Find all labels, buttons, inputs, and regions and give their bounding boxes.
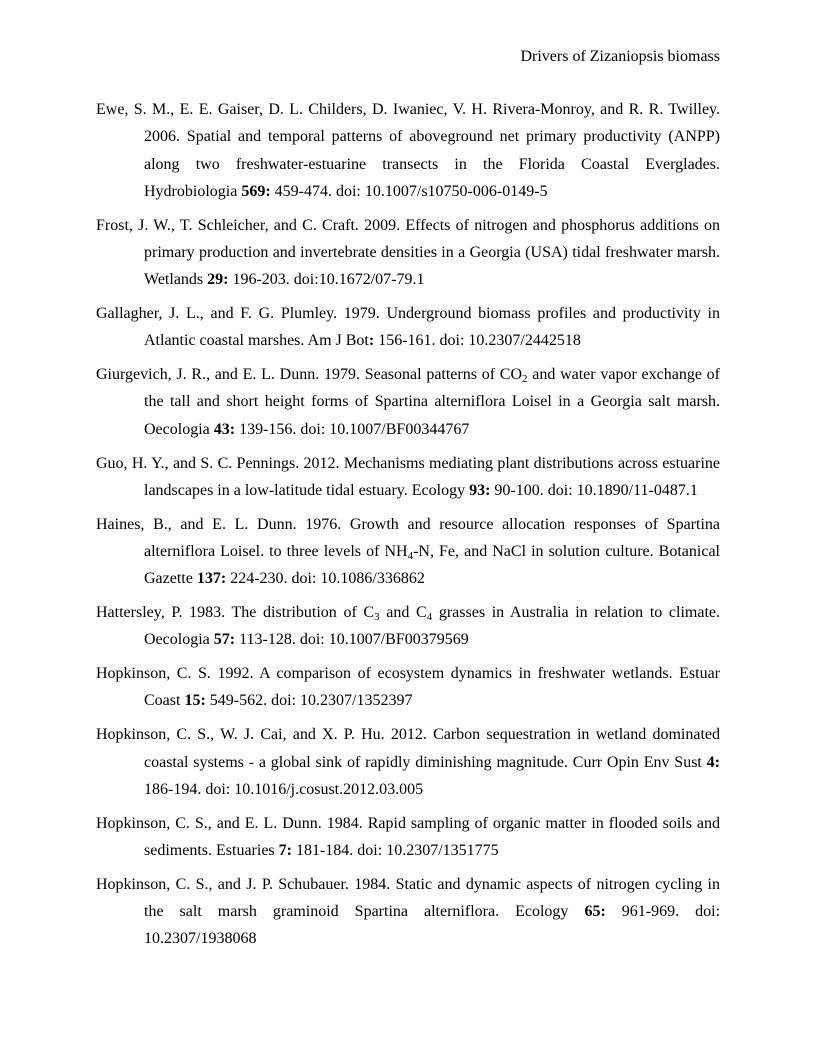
reference-entry: Giurgevich, J. R., and E. L. Dunn. 1979. Seasonal patterns of $CO_2$ and water vapor exchange of the tall and short height forms of Spartina alterniflora Loisel in a Georgia salt marsh. Oecologia 43: 139-156. doi: 10.1007/BF00344767	[96, 366, 720, 438]
reference-entry: Hopkinson, C. S., and J. P. Schubauer. 1984. Static and dynamic aspects of nitrogen cycling in the salt marsh graminoid Spartina alterniflora. Ecology 65: 961-969. doi: 10.2307/1938068	[96, 875, 721, 948]
reference-entry: Frost, J. W., T. Schleicher, and C. Craft. 2009. Effects of nitrogen and phosphorus additions on primary production and invertebrate densities in a Georgia (USA) tidal freshwater marsh. Wetlands 29: 196-203. doi:10.1672/07-79.1	[96, 216, 720, 289]
reference-entry: Hattersley, P. 1983. The distribution of $C_3$ and $C_4$ grasses in Australia in relation to climate. Oecologia 57: 113-128. doi: 10.1007/BF00379569	[96, 604, 721, 649]
reference-entry: Gallagher, J. L., and F. G. Plumley. 1979. Underground biomass profiles and productivity in Atlantic coastal marshes. Am J Bot: 156-161. doi: 10.2307/2442518	[96, 305, 720, 350]
reference-entry: Hopkinson, C. S. 1992. A comparison of ecosystem dynamics in freshwater wetlands. Estuar Coast 15: 549-562. doi: 10.2307/1352397	[96, 665, 720, 710]
reference-entry: Hopkinson, C. S., W. J. Cai, and X. P. Hu. 2012. Carbon sequestration in wetland dominated coastal systems - a global sink of rapidly diminishing magnitude. Curr Opin Env Sust 4: 186-194. doi: 10.1016/j.cosust.2012.03.005	[96, 726, 720, 798]
reference-entry: Ewe, S. M., E. E. Gaiser, D. L. Childers, D. Iwaniec, V. H. Rivera-Monroy, and R. R. Twilley. 2006. Spatial and temporal patterns of aboveground net primary productivity (ANPP) along two freshwater-estuarine transects in the Florida Coastal Everglades. Hydrobiologia 569: 459-474. doi: 10.1007/s10750-006-0149-5	[96, 101, 720, 200]
reference-entry: Guo, H. Y., and S. C. Pennings. 2012. Mechanisms mediating plant distributions across estuarine landscapes in a low-latitude tidal estuary. Ecology 93: 90-100. doi: 10.1890/11-0487.1	[96, 454, 720, 499]
reference-entry: Hopkinson, C. S., and E. L. Dunn. 1984. Rapid sampling of organic matter in flooded soils and sediments. Estuaries 7: 181-184. doi: 10.2307/1351775	[96, 814, 720, 859]
reference-list	[96, 96, 720, 959]
reference-entry: Haines, B., and E. L. Dunn. 1976. Growth and resource allocation responses of Spartina alterniflora Loisel. to three levels of $NH_4-N$, Fe, and NaCl in solution culture. Botanical Gazette 137: 224-230. doi: 10.1086/336862	[96, 515, 720, 588]
running-head: Drivers of Zizaniopsis biomass	[520, 48, 720, 65]
